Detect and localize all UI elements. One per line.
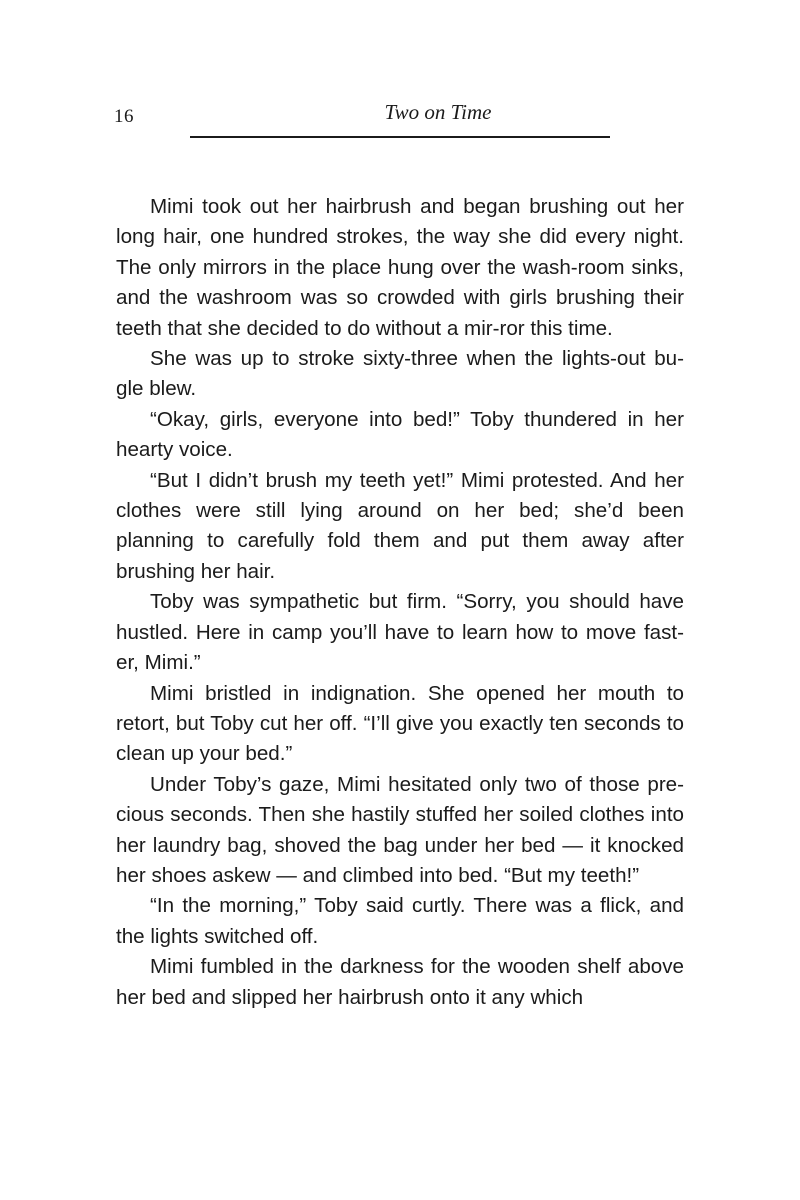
- paragraph: “In the morning,” Toby said curtly. There was a flick, and the lights switched off.: [116, 894, 684, 948]
- page-header: [114, 100, 686, 140]
- page-body: [116, 192, 684, 1013]
- page-number: 16: [114, 106, 134, 127]
- paragraph: Toby was sympathetic but firm. “Sorry, you should have hustled. Here in camp you’ll have to learn how to move fast-er, Mimi.”: [116, 590, 684, 675]
- running-head-title: Two on Time: [384, 100, 492, 124]
- paragraph: She was up to stroke sixty-three when the lights-out bu-gle blew.: [116, 347, 684, 401]
- paragraph: Mimi bristled in indignation. She opened her mouth to retort, but Toby cut her off. “I’ll give you exactly ten seconds to clean up your bed.”: [116, 681, 684, 766]
- paragraph: Under Toby’s gaze, Mimi hesitated only two of those pre-cious seconds. Then she hastily stuffed her soiled clothes into her laundry bag, shoved the bag under her bed — it knocked her shoes askew — and climbed into bed. “But my teeth!”: [116, 772, 684, 887]
- paragraph: “But I didn’t brush my teeth yet!” Mimi protested. And her clothes were still lying around on her bed; she’d been planning to carefully fold them and put them away after brushing her hair.: [116, 468, 684, 583]
- paragraph: “Okay, girls, everyone into bed!” Toby thundered in her hearty voice.: [116, 407, 684, 462]
- header-divider: [190, 136, 610, 138]
- paragraph: Mimi fumbled in the darkness for the wooden shelf above her bed and slipped her hairbrush onto it any which: [116, 955, 684, 1009]
- paragraph: Mimi took out her hairbrush and began brushing out her long hair, one hundred strokes, the way she did every night. The only mirrors in the place hung over the wash-room sinks, and the washroom was so crowded with girls brushing their teeth that she decided to do without a mir-ror this time.: [116, 195, 684, 340]
